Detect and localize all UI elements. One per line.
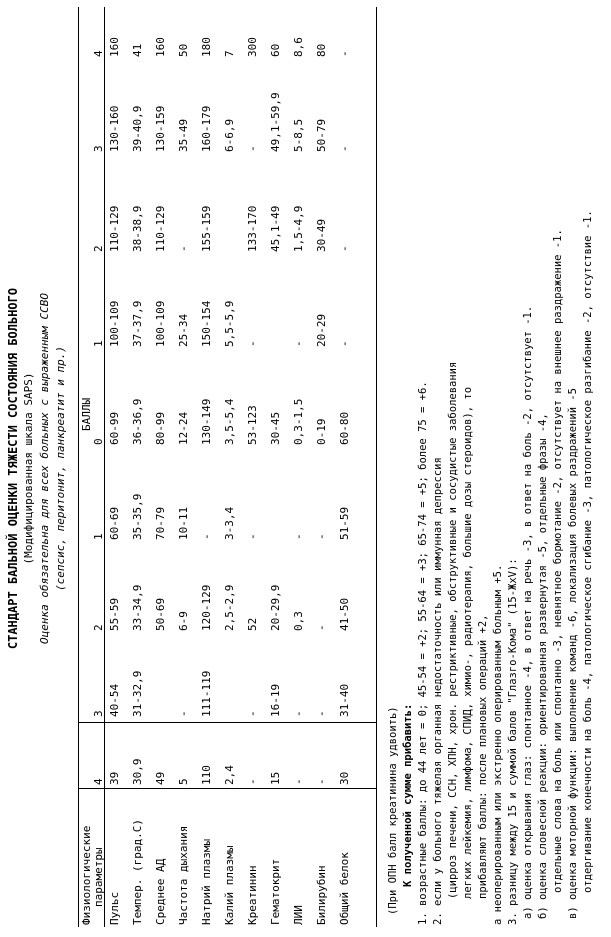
table-cell: 60-99 xyxy=(108,411,121,445)
table-cell: 2,5-2,9 xyxy=(223,584,236,631)
scores-group-header: БАЛЛЫ xyxy=(80,397,93,431)
table-cell: 16-19 xyxy=(269,683,282,717)
param-header-line-1: Физиологические xyxy=(80,825,93,925)
score-header: 2 xyxy=(92,624,105,631)
table-cell: 0,3-1,5 xyxy=(292,398,305,445)
table-cell: 0-19 xyxy=(315,418,328,445)
table-cell: - xyxy=(292,778,305,785)
table-cell: 100-109 xyxy=(154,300,167,347)
score-header: 1 xyxy=(92,533,105,540)
table-cell: - xyxy=(338,145,351,152)
table-cell: 2,4 xyxy=(223,765,236,785)
table-cell: - xyxy=(338,340,351,347)
table-cell: 160 xyxy=(154,37,167,57)
caption-line-2: (сепсис, перитонит, панкреатит и пр.) xyxy=(54,345,67,592)
table-cell: - xyxy=(315,710,328,717)
table-cell: 41-50 xyxy=(338,597,351,631)
parameter-name: Пульс xyxy=(108,891,121,925)
table-cell: 160 xyxy=(108,37,121,57)
table-cell: 130-160 xyxy=(108,105,121,152)
table-cell: 6-9 xyxy=(177,611,190,631)
parameter-name: Билирубин xyxy=(315,865,328,925)
table-cell: 5 xyxy=(177,778,190,785)
score-header: 1 xyxy=(92,340,105,347)
table-cell: 110 xyxy=(200,765,213,785)
table-cell: - xyxy=(177,245,190,252)
table-cell: 110-129 xyxy=(154,205,167,252)
score-header: 3 xyxy=(92,710,105,717)
table-cell: 80-99 xyxy=(154,411,167,445)
table-cell: 40-54 xyxy=(108,683,121,717)
parameter-name: Среднее АД xyxy=(154,858,167,925)
table-top-rule xyxy=(78,7,79,927)
note-line: 1. возрастные баллы: до 44 лет = 0; 45-54 = +2; 55-64 = +3; 65-74 = +5; более 75 = +6. xyxy=(417,381,429,925)
table-cell: 60-80 xyxy=(338,411,351,445)
note-line: К полученной сумме прибавить: xyxy=(402,703,414,887)
param-header-line-2: параметры xyxy=(92,847,105,907)
parameter-name: Частота дыхания xyxy=(177,825,190,925)
table-cell: - xyxy=(315,624,328,631)
score-header: 0 xyxy=(92,438,105,445)
parameter-name: Калий плазмы xyxy=(223,845,236,925)
table-cell: 50-79 xyxy=(315,118,328,152)
table-cell: 31-32,9 xyxy=(131,670,144,717)
table-cell: 100-109 xyxy=(108,300,121,347)
table-cell: 160-179 xyxy=(200,105,213,152)
parameter-name: Темпер. (град.С) xyxy=(131,819,144,925)
table-cell: 7 xyxy=(223,50,236,57)
table-cell: 50 xyxy=(177,43,190,57)
table-bottom-rule xyxy=(376,7,377,927)
table-cell: - xyxy=(292,533,305,540)
table-cell: 1,5-4,9 xyxy=(292,205,305,252)
table-cell: 150-154 xyxy=(200,300,213,347)
table-cell: 5,5-5,9 xyxy=(223,300,236,347)
table-cell: - xyxy=(246,710,259,717)
parameter-name: Гематокрит xyxy=(269,858,282,925)
caption-line-1: Оценка обязательна для всех больных с выраженным ССВО xyxy=(38,293,51,644)
table-cell: - xyxy=(200,533,213,540)
note-line: (При ОПН балл креатинина удвоить) xyxy=(387,706,399,915)
table-cell: 33-34,9 xyxy=(131,584,144,631)
table-cell: - xyxy=(338,245,351,252)
note-line: 3. разницу между 15 и суммой балов "Глазго-Кома" (15-ЖхV): xyxy=(507,558,519,925)
table-cell: 130-149 xyxy=(200,398,213,445)
table-cell: 15 xyxy=(269,771,282,785)
table-cell: 30,9 xyxy=(131,758,144,785)
document-subtitle: (Модифицированная шкала SAPS) xyxy=(22,372,35,565)
note-line: отдергивание конечности на боль -4, патологическое сгибание -3, патологическое разгибание -2, отсутствие -1. xyxy=(582,210,594,893)
table-cell: 130-159 xyxy=(154,105,167,152)
document-title: СТАНДАРТ БАЛЬНОЙ ОЦЕНКИ ТЯЖЕСТИ СОСТОЯНИЯ БОЛЬНОГО xyxy=(6,287,20,650)
table-cell: - xyxy=(246,533,259,540)
table-cell: 20-29,9 xyxy=(269,584,282,631)
table-cell: 35-35,9 xyxy=(131,493,144,540)
table-cell: - xyxy=(246,145,259,152)
table-cell: 120-129 xyxy=(200,584,213,631)
note-line: а неоперированным или экстренно оперированным больным +5. xyxy=(492,564,504,925)
table-cell: 12-24 xyxy=(177,411,190,445)
table-cell: - xyxy=(315,778,328,785)
table-cell: 300 xyxy=(246,37,259,57)
table-cell: 8,6 xyxy=(292,37,305,57)
note-line: прибавляют баллы: после плановых операций +2, xyxy=(477,614,489,899)
table-column-divider xyxy=(78,722,376,723)
table-cell: 30-49 xyxy=(315,218,328,252)
table-cell: 60-69 xyxy=(108,506,121,540)
note-line: а) оценка открывания глаз: спонтанное -4, в ответ на речь -3, в ответ на боль -2, отсутствует -1. xyxy=(522,305,534,919)
table-cell: 55-59 xyxy=(108,597,121,631)
table-cell: - xyxy=(315,533,328,540)
table-cell: - xyxy=(292,710,305,717)
table-cell: 30-45 xyxy=(269,411,282,445)
table-cell: 60 xyxy=(269,43,282,57)
table-cell: 39 xyxy=(108,771,121,785)
score-header: 2 xyxy=(92,245,105,252)
table-cell: - xyxy=(338,50,351,57)
score-header: 3 xyxy=(92,145,105,152)
table-cell: 133-170 xyxy=(246,205,259,252)
table-cell: 111-119 xyxy=(200,670,213,717)
table-cell: 25-34 xyxy=(177,313,190,347)
note-line: отдельные слова на боль или спонтанно -3, невнятное бормотание -2, отсутствует на внешнее раздражение -1. xyxy=(552,229,564,893)
note-line: 2. если у больного тяжелая органная недостаточность или иммунная депрессия xyxy=(432,457,444,925)
note-line: б) оценка словесной реакции: ориентированная развернутая -5, отдельные фразы -4, xyxy=(537,413,549,919)
table-cell: 3-3,4 xyxy=(223,506,236,540)
score-header: 4 xyxy=(92,50,105,57)
table-cell: 70-79 xyxy=(154,506,167,540)
score-header: 4 xyxy=(92,778,105,785)
table-cell: 39-40,9 xyxy=(131,105,144,152)
table-cell: 6-6,9 xyxy=(223,118,236,152)
table-cell: - xyxy=(177,710,190,717)
table-cell: 10-11 xyxy=(177,506,190,540)
table-cell: 53-123 xyxy=(246,405,259,445)
note-line: в) оценка моторной функции: выполнение команд -6, локализация болевых раздражений -5 xyxy=(567,387,579,919)
table-cell: 52 xyxy=(246,617,259,631)
table-cell: 49 xyxy=(154,771,167,785)
table-cell: 180 xyxy=(200,37,213,57)
table-cell: 5-8,5 xyxy=(292,118,305,152)
parameter-name: ЛИИ xyxy=(292,905,305,925)
table-cell: 3,5-5,4 xyxy=(223,398,236,445)
note-line: легких лейкемия, лимфома, СПИД, химио-, радиотерапия, большие дозы стероидов), то xyxy=(462,386,474,899)
table-cell: 0,3 xyxy=(292,611,305,631)
table-cell: - xyxy=(246,340,259,347)
table-cell: 30 xyxy=(338,771,351,785)
table-cell: 20-29 xyxy=(315,313,328,347)
table-cell: 41 xyxy=(131,43,144,57)
parameter-name: Общий белок xyxy=(338,852,351,925)
table-cell: 110-129 xyxy=(108,205,121,252)
table-cell: 49,1-59,9 xyxy=(269,92,282,152)
table-cell: 35-49 xyxy=(177,118,190,152)
table-cell: 31-40 xyxy=(338,683,351,717)
parameter-name: Натрий плазмы xyxy=(200,838,213,925)
note-line: (цирроз печени, ССН, ХПН, хрон. рестриктивные, обструктивные и сосудистые заболевания xyxy=(447,361,459,899)
table-cell: 38-38,9 xyxy=(131,205,144,252)
table-cell: 155-159 xyxy=(200,205,213,252)
table-cell: - xyxy=(246,778,259,785)
table-cell: - xyxy=(292,340,305,347)
table-cell: 37-37,9 xyxy=(131,300,144,347)
table-cell: 80 xyxy=(315,43,328,57)
parameter-name: Креатинин xyxy=(246,865,259,925)
table-column-divider xyxy=(78,788,376,789)
table-cell: 45,1-49 xyxy=(269,205,282,252)
table-cell: 51-59 xyxy=(338,506,351,540)
table-cell: 50-69 xyxy=(154,597,167,631)
table-cell: 36-36,9 xyxy=(131,398,144,445)
